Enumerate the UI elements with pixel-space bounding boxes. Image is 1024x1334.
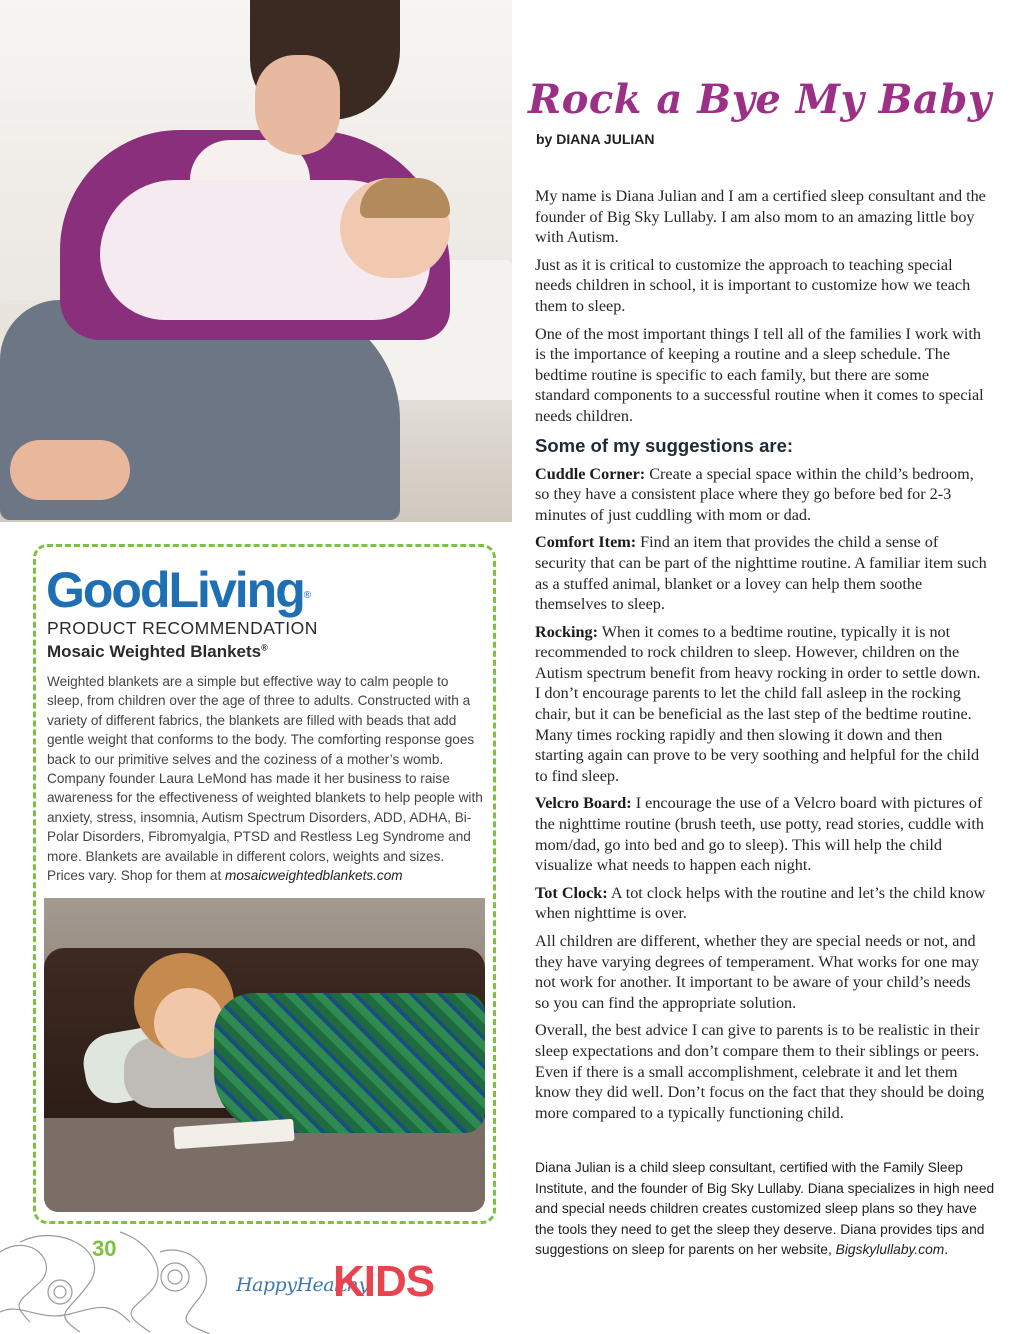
suggestion-text: I encourage the use of a Velcro board with pictures of the nighttime routine (brush teeth, use potty, read stories, cuddle with mom/dad, go into bed and go to sleep). This will help the child visualize what needs to happen each night. (535, 794, 984, 875)
suggestion-tot-clock (535, 883, 987, 924)
suggestion-term: Velcro Board: (535, 794, 632, 813)
hero-photo-mother-and-child (0, 0, 512, 522)
decorative-swirl-icon (0, 1222, 250, 1334)
intro-paragraph-3: One of the most important things I tell all of the families I work with is the importance of keeping a routine and a sleep schedule. The bedtime routine is specific to each family, but there are some standard components to a successful routine when it comes to special needs children. (535, 324, 984, 425)
suggestion-text: Create a special space within the child’s bedroom, so they have a consistent place where they go before bed for 2-3 minutes of just cuddling with mom or dad. (535, 464, 974, 524)
bio-end: . (944, 1242, 949, 1258)
suggestion-cuddle-corner (535, 464, 987, 526)
bio-website-link[interactable]: Bigskylullaby.com (835, 1242, 945, 1258)
article-byline: by DIANA JULIAN (536, 131, 655, 147)
suggestions-heading: Some of my suggestions are: (535, 434, 794, 456)
suggestion-text: When it comes to a bedtime routine, typically it is not recommended to rock children to sleep. However, children on the Autism spectrum benefit from heavy rocking in order to settle down. I don’t encourage parents to let the child fall asleep in the rocking chair, but it can be beneficial as the last step of the bedtime routine. Many times rocking rapidly and then slowing it down and then starting again can prove to be very soothing and helpful for the child to find sleep. (535, 622, 981, 785)
suggestion-text: Find an item that provides the child a sense of security that can be part of the nighttime routine. A familiar item such as a stuffed animal, blanket or a lovey can help them soothe themselves to sleep. (535, 533, 987, 614)
product-name-text: Mosaic Weighted Blankets (47, 642, 262, 661)
article-body (535, 186, 987, 1130)
suggestion-term: Rocking: (535, 622, 598, 641)
goodliving-logo (46, 560, 311, 620)
suggestion-term: Cuddle Corner: (535, 464, 646, 483)
registered-mark: ® (261, 642, 268, 653)
suggestion-rocking (535, 622, 987, 787)
page-number: 30 (92, 1236, 117, 1261)
intro-paragraph-2: Just as it is critical to customize the approach to teaching special needs children in school, it is important to customize how we teach them to sleep. (535, 255, 971, 315)
intro-paragraph-1: My name is Diana Julian and I am a certified sleep consultant and the founder of Big Sky Lullaby. I am also mom to an amazing little boy with Autism. (535, 187, 986, 247)
author-bio (535, 1158, 995, 1261)
brand-kids-text: KIDS (333, 1257, 435, 1306)
product-photo-child-with-weighted-blanket (44, 898, 485, 1212)
product-description (47, 672, 483, 885)
product-recommendation-label: PRODUCT RECOMMENDATION (47, 618, 318, 638)
closing-paragraph-1: All children are different, whether they are special needs or not, and they have varying degrees of temperament. What works for one may not work for another. It important to be aware of your child’s needs so you can find the appropriate solution. (535, 932, 980, 1012)
suggestion-term: Tot Clock: (535, 883, 608, 902)
suggestion-text: A tot clock helps with the routine and let’s the child know when nighttime is over. (535, 883, 986, 923)
suggestion-term: Comfort Item: (535, 533, 637, 552)
registered-mark: ® (303, 590, 312, 601)
brand-script-text: HappyHealthy (236, 1274, 369, 1296)
bio-text: Diana Julian is a child sleep consultant, certified with the Family Sleep Institute, and the founder of Big Sky Lullaby. Diana specializes in high need and special needs children creates customized sleep plans so they have the tools they need to get the sleep they deserve. Diana provides tips and suggestions on sleep for parents on her website, (535, 1160, 995, 1258)
suggestion-velcro-board (535, 793, 987, 875)
suggestion-comfort-item (535, 532, 987, 614)
product-website-link[interactable]: mosaicweightedblankets.com (225, 868, 403, 884)
article-title: Rock a Bye My Baby (528, 76, 992, 123)
closing-paragraph-2: Overall, the best advice I can give to parents is to be realistic in their sleep expectations and don’t compare them to their siblings or peers. Even if there is a small accomplishment, celebrate it and let them know they did well. Don’t focus on the fact that they should be doing more compared to a typically functioning child. (535, 1021, 985, 1122)
goodliving-logo-text: GoodLiving (46, 562, 304, 618)
product-name (47, 642, 268, 662)
product-description-text: Weighted blankets are a simple but effective way to calm people to sleep, from children over the age of three to adults. Constructed with a variety of different fabrics, the blankets are filled with beads that add gentle weight that conforms to the body. The comforting response goes back to our primitive selves and the coziness of a mother’s womb. Company founder Laura LeMond has made it her business to raise awareness for the effectiveness of weighted blankets to help people with anxiety, stress, insomnia, Autism Spectrum Disorders, ADD, ADHA, Bi-Polar Disorders, Fibromyalgia, PTSD and Restless Leg Syndrome and more. Blankets are available in different colors, weights and sizes. Prices vary. Shop for them at (47, 674, 483, 884)
